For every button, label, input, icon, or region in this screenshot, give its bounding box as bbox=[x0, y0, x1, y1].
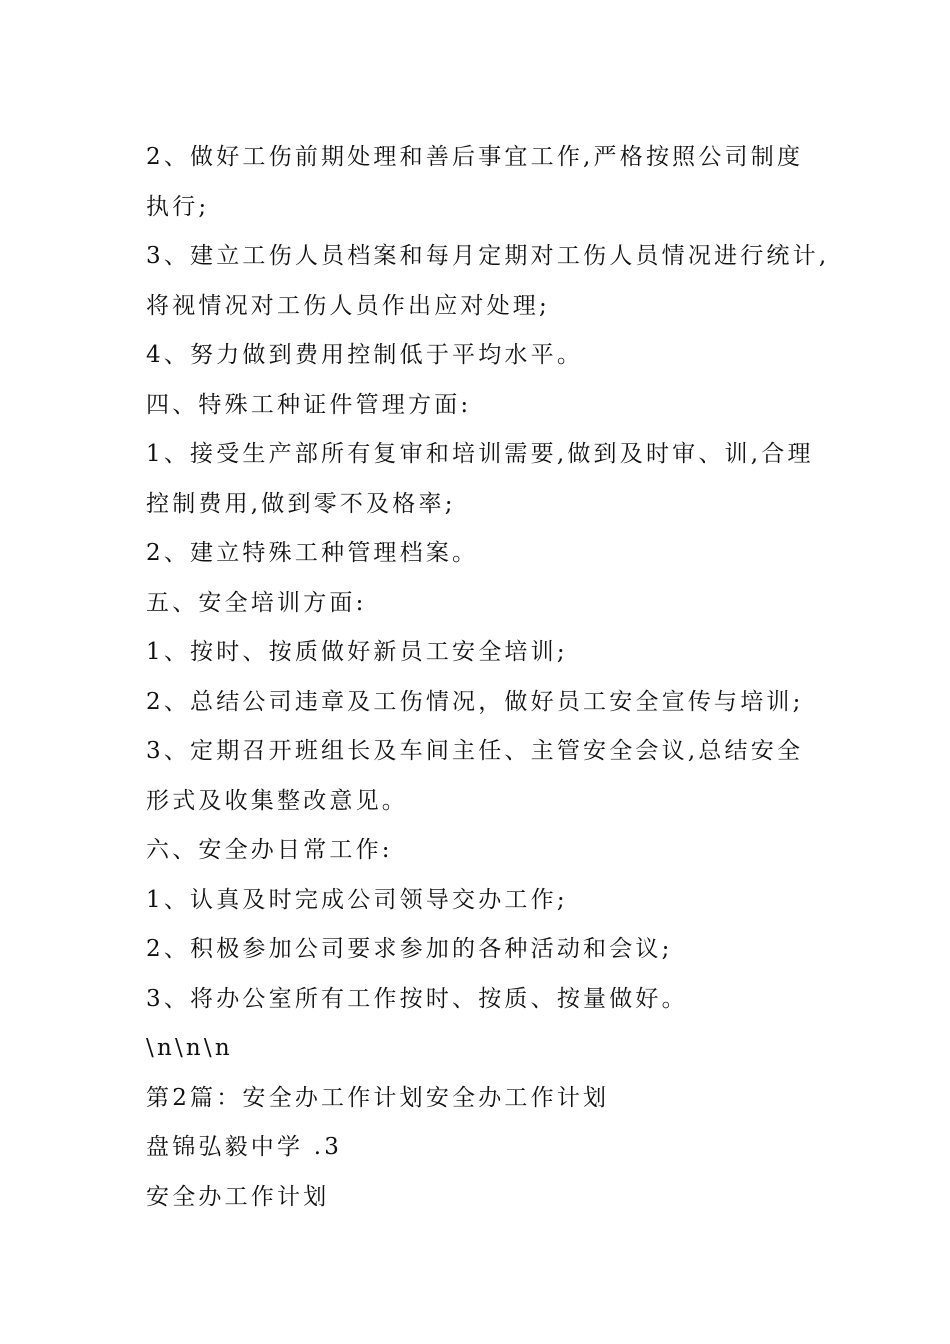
text-line: \n\n\n bbox=[146, 1035, 233, 1061]
plan-title: 安全办工作计划 bbox=[146, 1183, 330, 1210]
text-line: 2、建立特殊工种管理档案。 bbox=[146, 540, 479, 566]
school-name: 盘锦弘毅中学 .3 bbox=[146, 1134, 343, 1160]
text-line: 1、接受生产部所有复审和培训需要,做到及时审、训,合理 bbox=[146, 441, 814, 467]
section-heading: 四、特殊工种证件管理方面: bbox=[146, 391, 472, 418]
text-line: 2、积极参加公司要求参加的各种活动和会议; bbox=[146, 936, 673, 962]
text-line: 3、定期召开班组长及车间主任、主管安全会议,总结安全 bbox=[146, 738, 804, 764]
text-line: 2、总结公司违章及工伤情况，做好员工安全宣传与培训; bbox=[146, 688, 804, 715]
text-line: 控制费用,做到零不及格率; bbox=[146, 490, 456, 517]
document-body bbox=[146, 133, 830, 1222]
text-line: 将视情况对工伤人员作出应对处理; bbox=[146, 292, 550, 319]
text-line: 1、认真及时完成公司领导交办工作; bbox=[146, 886, 568, 913]
text-line: 2、做好工伤前期处理和善后事宜工作,严格按照公司制度 bbox=[146, 144, 804, 170]
text-line: 形式及收集整改意见。 bbox=[146, 787, 408, 814]
text-line: 执行; bbox=[146, 193, 210, 220]
text-line: 4、努力做到费用控制低于平均水平。 bbox=[146, 342, 584, 368]
text-line: 3、建立工伤人员档案和每月定期对工伤人员情况进行统计, bbox=[146, 243, 830, 269]
text-line: 1、按时、按质做好新员工安全培训; bbox=[146, 639, 568, 665]
article-title: 第2篇：安全办工作计划安全办工作计划 bbox=[146, 1084, 610, 1111]
section-heading: 五、安全培训方面: bbox=[146, 589, 367, 616]
text-line: 3、将办公室所有工作按时、按质、按量做好。 bbox=[146, 985, 688, 1012]
section-heading: 六、安全办日常工作: bbox=[146, 837, 393, 863]
